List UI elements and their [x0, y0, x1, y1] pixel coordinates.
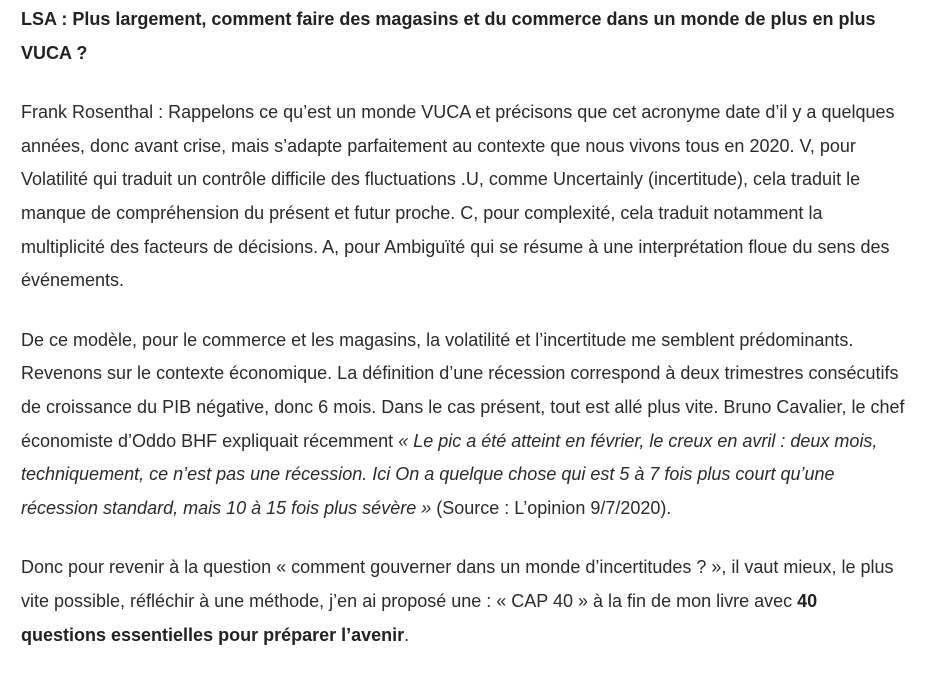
answer-text: De ce modèle, pour le commerce et les magasins, la volatilité et l’incertitude me semblent prédominants. Revenons sur le contexte économique. La définition d’une récession correspond à deux trimestres consécutifs de croissance du PIB négative, donc 6 mois. Dans le cas présent, tout est allé plus vite. Bruno Cavalier, le chef économiste d’Oddo BHF expliquait récemment [21, 329, 905, 451]
answer-paragraph-1 [21, 96, 905, 298]
interview-question [21, 3, 905, 70]
answer-text: Frank Rosenthal : Rappelons ce qu’est un monde VUCA et précisons que cet acronyme date d’il y a quelques années, donc avant crise, mais s’adapte parfaitement au contexte que nous vivons tous en 2020. V, pour Volatilité qui traduit un contrôle difficile des fluctuations .U, comme Uncertainly (incertitude), cela traduit le manque de compréhension du présent et futur proche. C, pour complexité, cela traduit notamment la multiplicité des facteurs de décisions. A, pour Ambiguïté qui se résume à une interprétation floue du sens des événements. [21, 102, 895, 291]
answer-paragraph-2 [21, 324, 905, 526]
sentence-end: . [404, 624, 410, 645]
question-text: LSA : Plus largement, comment faire des magasins et du commerce dans un monde de plus en plus VUCA ? [21, 9, 876, 63]
economist-quote: « Le pic a été atteint en février, le creux en avril : deux mois, techniquement, ce n’est pas une récession. Ici On a quelque chose qui est 5 à 7 fois plus court qu’une récession standard, mais 10 à 15 fois plus sévère » [21, 430, 878, 518]
article-body [21, 3, 905, 652]
answer-paragraph-3 [21, 551, 905, 652]
answer-text: Donc pour revenir à la question « comment gouverner dans un monde d’incertitudes ? », il vaut mieux, le plus vite possible, réfléchir à une méthode, j’en ai proposé une : « CAP 40 » à la fin de mon livre avec [21, 557, 894, 611]
book-highlight: 40 questions essentielles pour préparer l’avenir [21, 590, 818, 645]
quote-source: (Source : L’opinion 9/7/2020). [431, 497, 672, 518]
